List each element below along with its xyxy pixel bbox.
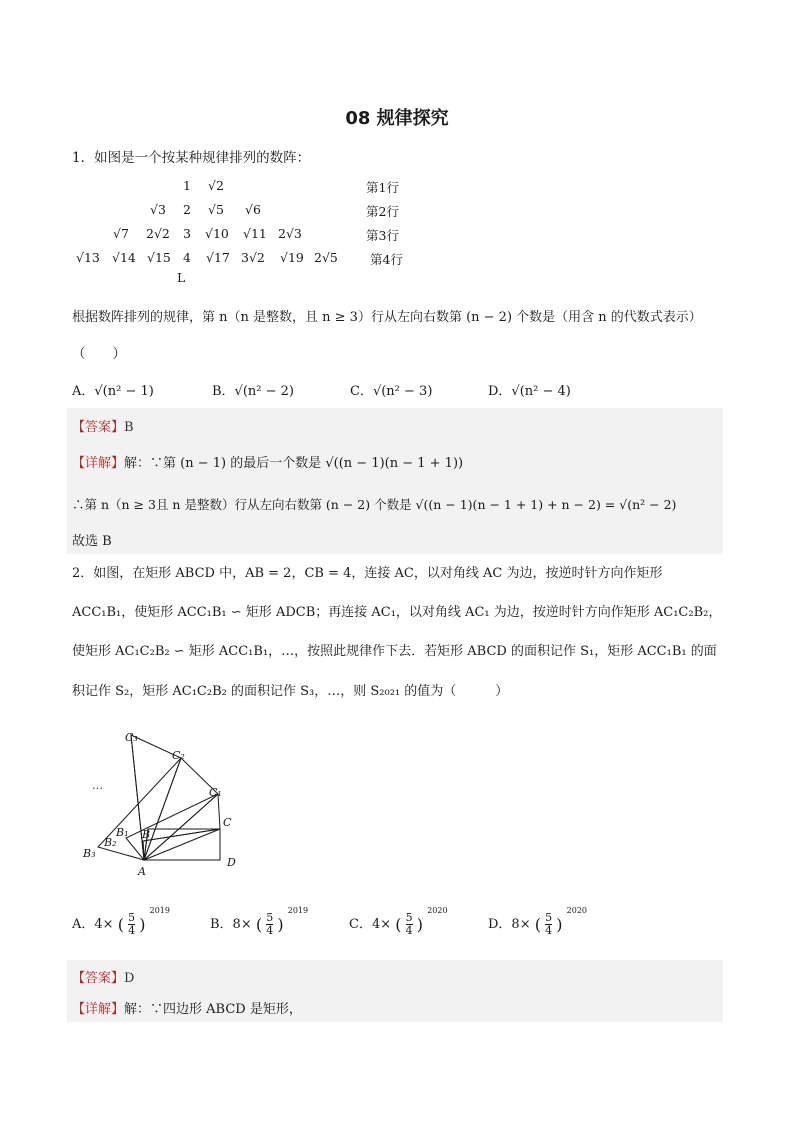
array-cell: √13 [76, 250, 100, 265]
label-c2: C₂ [172, 749, 185, 762]
answer-tag: 【答案】 [72, 971, 125, 986]
array-cell: √11 [243, 226, 267, 241]
array-cell: 3 [183, 226, 191, 241]
array-cell: √10 [205, 226, 229, 241]
answer-value: B [124, 420, 134, 435]
q1-question: 根据数阵排列的规律，第 n（n 是整数，且 n ≥ 3）行从左向右数第 (n − 2) 个数是（用含 n 的代数式表示） [72, 310, 702, 325]
q2-line-1: 2．如图，在矩形 ABCD 中，AB = 2，CB = 4，连接 AC，以对角线 AC 为边，按逆时针方向作矩形 [72, 566, 663, 581]
option-prefix: C．4× [349, 917, 392, 932]
q2-option-b: B．8× ( $\frac{5}{4}$ ) $^{2019}$ [210, 906, 309, 937]
label-b1: B₁ [116, 826, 129, 839]
detail-tag: 【详解】 [72, 1002, 125, 1017]
array-cell: 3√2 [241, 250, 265, 265]
array-cell: √6 [245, 202, 261, 217]
detail-text: 解：∵四边形 ABCD 是矩形， [124, 1002, 302, 1017]
q1-option-a: A．√(n² − 1) [72, 384, 154, 399]
q2-answer [72, 967, 134, 986]
q1-detail-line-2: ∴第 n（n ≥ 3且 n 是整数）行从左向右数第 (n − 2) 个数是 √((n − 1)(n − 1 + 1) + n − 2) = √(n² − 2) [72, 497, 677, 512]
array-cell: √7 [113, 226, 129, 241]
row-label: 第4行 [370, 252, 403, 267]
row-label: 第1行 [366, 180, 399, 195]
label-a: A [138, 865, 146, 878]
detail-text: 解：∵第 (n − 1) 的最后一个数是 √((n − 1)(n − 1 + 1)) [124, 456, 464, 471]
q1-option-b: B．√(n² − 2) [212, 384, 294, 399]
array-cell: √19 [280, 250, 304, 265]
q1-option-c: C．√(n² − 3) [350, 384, 433, 399]
fraction-denominator: 4 [128, 924, 136, 937]
answer-value: D [124, 971, 135, 986]
label-b: B [142, 828, 151, 841]
q1-option-d: D．√(n² − 4) [488, 384, 571, 399]
array-cell: 2 [183, 202, 191, 217]
q1-answer [72, 416, 134, 435]
label-c3: C₃ [125, 731, 138, 744]
q2-option-d: D．8× ( $\frac{5}{4}$ ) $^{2020}$ [488, 906, 588, 937]
exponent: 2020 [566, 906, 588, 915]
array-cell: 2√3 [278, 226, 302, 241]
q1-answer-panel [67, 408, 723, 554]
q2-detail-line-1 [72, 998, 302, 1017]
label-c: C [223, 816, 232, 829]
array-cell: 2√2 [146, 226, 170, 241]
array-continuation: L [177, 270, 186, 285]
q1-stem: 1．如图是一个按某种规律排列的数阵： [72, 150, 311, 166]
array-cell: √14 [112, 250, 136, 265]
fraction-denominator: 4 [266, 924, 274, 937]
q1-paren: （ ） [72, 346, 126, 362]
array-cell: 2√5 [314, 250, 338, 265]
q2-option-c: C．4× ( $\frac{5}{4}$ ) $^{2020}$ [349, 906, 448, 937]
label-b3: B₃ [83, 847, 96, 860]
rectangle-ac1c2b2 [126, 758, 218, 860]
q2-line-4: 积记作 S₂，矩形 AC₁C₂B₂ 的面积记作 S₃，…，则 S₂₀₂₁ 的值为（ ） [72, 684, 509, 699]
array-cell: √15 [147, 250, 171, 265]
fraction-denominator: 4 [405, 924, 413, 937]
fraction-denominator: 4 [545, 924, 553, 937]
row-label: 第2行 [366, 204, 399, 219]
array-cell: √3 [150, 202, 166, 217]
label-c1: C₁ [209, 786, 222, 799]
row-label: 第3行 [366, 228, 399, 243]
q1-detail-line-1 [72, 452, 463, 471]
exponent: 2019 [287, 906, 309, 915]
option-prefix: A．4× [72, 917, 114, 932]
answer-tag: 【答案】 [72, 420, 125, 435]
rectangles-figure [70, 725, 250, 885]
q1-detail-line-3: 故选 B [72, 534, 112, 549]
fraction-numerator: 5 [545, 911, 553, 924]
q2-line-3: 使矩形 AC₁C₂B₂ ∽ 矩形 ACC₁B₁，…，按照此规律作下去．若矩形 ABCD 的面积记作 S₁，矩形 ACC₁B₁ 的面 [72, 644, 717, 659]
detail-tag: 【详解】 [72, 456, 125, 471]
array-cell: 4 [183, 250, 191, 265]
fraction-numerator: 5 [128, 911, 136, 924]
q2-line-2: ACC₁B₁，使矩形 ACC₁B₁ ∽ 矩形 ADCB；再连接 AC₁，以对角线 AC₁ 为边，按逆时针方向作矩形 AC₁C₂B₂， [72, 605, 722, 620]
fraction-numerator: 5 [266, 911, 274, 924]
fraction-numerator: 5 [405, 911, 413, 924]
option-prefix: B．8× [210, 917, 252, 932]
label-b2: B₂ [104, 836, 117, 849]
array-cell: √17 [206, 250, 230, 265]
page-title: 08 规律探究 [345, 108, 449, 129]
label-dots: … [92, 779, 103, 792]
array-cell: √5 [208, 202, 224, 217]
exponent: 2019 [149, 906, 170, 915]
array-cell: 1 [183, 178, 191, 193]
q2-option-a: A．4× ( $\frac{5}{4}$ ) $^{2019}$ [72, 906, 170, 937]
exponent: 2020 [427, 906, 448, 915]
label-d: D [227, 856, 236, 869]
option-prefix: D．8× [488, 917, 531, 932]
array-cell: √2 [208, 178, 224, 193]
